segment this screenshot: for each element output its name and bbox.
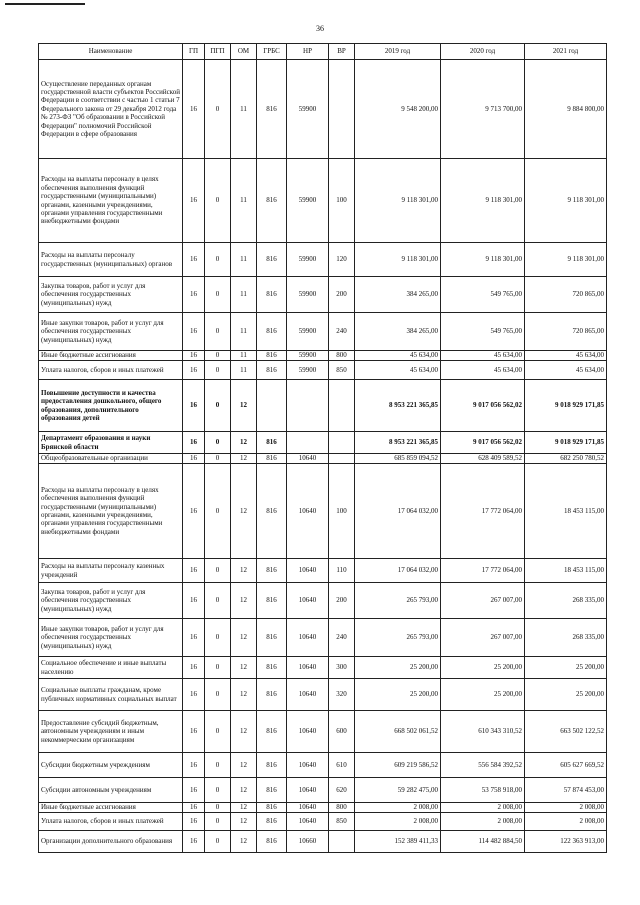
cell-nr: 59900: [287, 60, 329, 159]
cell-y2020: 9 017 056 562,02: [441, 432, 525, 454]
cell-y2019: 9 118 301,00: [355, 159, 441, 243]
cell-vr: [329, 454, 355, 464]
cell-y2021: 18 453 115,00: [525, 464, 607, 559]
cell-vr: [329, 432, 355, 454]
cell-om: 12: [231, 813, 257, 831]
cell-pgp: 0: [205, 813, 231, 831]
cell-om: 11: [231, 159, 257, 243]
cell-nr: 10640: [287, 803, 329, 813]
table-row: [39, 679, 607, 711]
cell-vr: 620: [329, 778, 355, 803]
cell-nr: 10640: [287, 619, 329, 657]
cell-y2020: 17 772 064,00: [441, 559, 525, 583]
header-vr: ВР: [329, 44, 355, 60]
table-row: [39, 464, 607, 559]
cell-y2019: 609 219 586,52: [355, 753, 441, 778]
cell-grbs: 816: [257, 679, 287, 711]
cell-gp: 16: [183, 464, 205, 559]
cell-name: Уплата налогов, сборов и иных платежей: [39, 361, 183, 380]
cell-nr: 10640: [287, 679, 329, 711]
cell-y2021: 9 018 929 171,85: [525, 380, 607, 432]
cell-name: Иные бюджетные ассигнования: [39, 351, 183, 361]
cell-name: Расходы на выплаты персоналу в целях обеспечения выполнения функций государственными (муниципальными) органами, казенными учреждениями, органами управления государственными внебюджетными фондами: [39, 159, 183, 243]
cell-vr: 200: [329, 583, 355, 619]
cell-om: 12: [231, 619, 257, 657]
cell-gp: 16: [183, 313, 205, 351]
table-row: [39, 60, 607, 159]
cell-y2019: 685 859 094,52: [355, 454, 441, 464]
cell-y2019: 17 064 032,00: [355, 559, 441, 583]
header-row: [39, 44, 607, 60]
cell-vr: 200: [329, 277, 355, 313]
cell-y2019: 2 008,00: [355, 803, 441, 813]
header-nr: НР: [287, 44, 329, 60]
cell-nr: 10660: [287, 831, 329, 853]
cell-gp: 16: [183, 711, 205, 753]
cell-nr: 59900: [287, 361, 329, 380]
cell-gp: 16: [183, 803, 205, 813]
cell-nr: 10640: [287, 711, 329, 753]
cell-y2021: 268 335,00: [525, 583, 607, 619]
table-row: [39, 351, 607, 361]
cell-grbs: 816: [257, 619, 287, 657]
cell-nr: 59900: [287, 277, 329, 313]
cell-pgp: 0: [205, 361, 231, 380]
cell-y2021: 45 634,00: [525, 351, 607, 361]
cell-vr: [329, 60, 355, 159]
cell-vr: 240: [329, 619, 355, 657]
table-row: [39, 380, 607, 432]
cell-pgp: 0: [205, 778, 231, 803]
cell-grbs: 816: [257, 803, 287, 813]
cell-grbs: 816: [257, 60, 287, 159]
cell-name: Субсидии бюджетным учреждениям: [39, 753, 183, 778]
cell-gp: 16: [183, 619, 205, 657]
table-row: [39, 813, 607, 831]
cell-vr: 110: [329, 559, 355, 583]
cell-nr: [287, 432, 329, 454]
cell-name: Повышение доступности и качества предоставления дошкольного, общего образования, дополнительного образования детей: [39, 380, 183, 432]
cell-y2019: 265 793,00: [355, 619, 441, 657]
cell-om: 12: [231, 679, 257, 711]
cell-y2020: 267 007,00: [441, 619, 525, 657]
cell-grbs: 816: [257, 454, 287, 464]
cell-pgp: 0: [205, 753, 231, 778]
cell-gp: 16: [183, 361, 205, 380]
cell-vr: 800: [329, 803, 355, 813]
cell-y2021: 45 634,00: [525, 361, 607, 380]
cell-gp: 16: [183, 159, 205, 243]
cell-y2019: 17 064 032,00: [355, 464, 441, 559]
cell-om: 12: [231, 559, 257, 583]
table-row: [39, 657, 607, 679]
cell-gp: 16: [183, 778, 205, 803]
cell-y2020: 9 118 301,00: [441, 159, 525, 243]
cell-y2020: 9 017 056 562,02: [441, 380, 525, 432]
cell-grbs: 816: [257, 813, 287, 831]
cell-vr: 600: [329, 711, 355, 753]
cell-y2019: 9 118 301,00: [355, 243, 441, 277]
cell-y2021: 18 453 115,00: [525, 559, 607, 583]
cell-y2019: 8 953 221 365,85: [355, 380, 441, 432]
table-row: [39, 159, 607, 243]
cell-grbs: 816: [257, 243, 287, 277]
cell-y2019: 59 282 475,00: [355, 778, 441, 803]
header-2021: 2021 год: [525, 44, 607, 60]
cell-vr: 240: [329, 313, 355, 351]
cell-gp: 16: [183, 454, 205, 464]
table-row: [39, 432, 607, 454]
cell-name: Социальные выплаты гражданам, кроме публичных нормативных социальных выплат: [39, 679, 183, 711]
cell-grbs: 816: [257, 464, 287, 559]
cell-y2021: 2 008,00: [525, 803, 607, 813]
table-row: [39, 803, 607, 813]
cell-name: Расходы на выплаты персоналу в целях обеспечения выполнения функций государственными (муниципальными) органами, казенными учреждениями, органами управления государственными внебюджетными фондами: [39, 464, 183, 559]
cell-gp: 16: [183, 657, 205, 679]
cell-name: Общеобразовательные организации: [39, 454, 183, 464]
cell-pgp: 0: [205, 679, 231, 711]
cell-nr: 10640: [287, 464, 329, 559]
table-row: [39, 753, 607, 778]
cell-pgp: 0: [205, 464, 231, 559]
cell-om: 12: [231, 380, 257, 432]
cell-y2019: 384 265,00: [355, 277, 441, 313]
cell-y2019: 9 548 200,00: [355, 60, 441, 159]
cell-nr: 59900: [287, 159, 329, 243]
cell-pgp: 0: [205, 380, 231, 432]
cell-y2019: 152 389 411,33: [355, 831, 441, 853]
cell-pgp: 0: [205, 313, 231, 351]
cell-om: 12: [231, 831, 257, 853]
cell-grbs: 816: [257, 753, 287, 778]
cell-pgp: 0: [205, 432, 231, 454]
cell-grbs: 816: [257, 361, 287, 380]
cell-pgp: 0: [205, 559, 231, 583]
cell-grbs: 816: [257, 583, 287, 619]
cell-grbs: 816: [257, 831, 287, 853]
budget-table: [38, 43, 607, 853]
cell-y2020: 45 634,00: [441, 351, 525, 361]
table-row: [39, 619, 607, 657]
cell-y2020: 53 758 918,00: [441, 778, 525, 803]
cell-y2021: 9 118 301,00: [525, 243, 607, 277]
cell-pgp: 0: [205, 711, 231, 753]
cell-gp: 16: [183, 753, 205, 778]
cell-y2021: 663 502 122,52: [525, 711, 607, 753]
cell-y2021: 268 335,00: [525, 619, 607, 657]
cell-name: Субсидии автономным учреждениям: [39, 778, 183, 803]
header-om: ОМ: [231, 44, 257, 60]
cell-om: 11: [231, 277, 257, 313]
cell-y2020: 2 008,00: [441, 803, 525, 813]
cell-grbs: 816: [257, 313, 287, 351]
cell-vr: 850: [329, 813, 355, 831]
cell-y2019: 265 793,00: [355, 583, 441, 619]
top-rule: [5, 3, 85, 5]
header-2019: 2019 год: [355, 44, 441, 60]
cell-y2021: 9 884 800,00: [525, 60, 607, 159]
cell-vr: 320: [329, 679, 355, 711]
cell-vr: 100: [329, 159, 355, 243]
cell-y2021: 9 118 301,00: [525, 159, 607, 243]
cell-grbs: [257, 380, 287, 432]
cell-nr: 59900: [287, 351, 329, 361]
header-grbs: ГРБС: [257, 44, 287, 60]
cell-pgp: 0: [205, 657, 231, 679]
cell-om: 11: [231, 351, 257, 361]
cell-om: 12: [231, 803, 257, 813]
cell-y2021: 605 627 669,52: [525, 753, 607, 778]
cell-nr: 10640: [287, 813, 329, 831]
cell-y2019: 384 265,00: [355, 313, 441, 351]
cell-om: 12: [231, 432, 257, 454]
cell-y2019: 668 502 061,52: [355, 711, 441, 753]
table-row: [39, 559, 607, 583]
cell-gp: 16: [183, 583, 205, 619]
cell-nr: 10640: [287, 583, 329, 619]
cell-name: Предоставление субсидий бюджетным, автономным учреждениям и иным некоммерческим организациям: [39, 711, 183, 753]
cell-om: 11: [231, 60, 257, 159]
cell-y2019: 8 953 221 365,85: [355, 432, 441, 454]
cell-nr: 10640: [287, 559, 329, 583]
cell-pgp: 0: [205, 454, 231, 464]
cell-y2021: 720 865,00: [525, 277, 607, 313]
cell-name: Иные бюджетные ассигнования: [39, 803, 183, 813]
cell-y2021: 720 865,00: [525, 313, 607, 351]
header-pgp: ПГП: [205, 44, 231, 60]
cell-y2021: 25 200,00: [525, 657, 607, 679]
cell-y2020: 17 772 064,00: [441, 464, 525, 559]
cell-name: Социальное обеспечение и иные выплаты населению: [39, 657, 183, 679]
cell-grbs: 816: [257, 657, 287, 679]
cell-y2020: 556 584 392,52: [441, 753, 525, 778]
cell-gp: 16: [183, 432, 205, 454]
cell-nr: 10640: [287, 657, 329, 679]
cell-y2021: 9 018 929 171,85: [525, 432, 607, 454]
cell-gp: 16: [183, 679, 205, 711]
cell-pgp: 0: [205, 831, 231, 853]
cell-vr: 300: [329, 657, 355, 679]
table-row: [39, 583, 607, 619]
cell-gp: 16: [183, 351, 205, 361]
cell-y2020: 45 634,00: [441, 361, 525, 380]
cell-grbs: 816: [257, 159, 287, 243]
cell-y2021: 682 250 780,52: [525, 454, 607, 464]
cell-grbs: 816: [257, 778, 287, 803]
cell-name: Расходы на выплаты персоналу государственных (муниципальных) органов: [39, 243, 183, 277]
table-row: [39, 313, 607, 351]
cell-y2020: 549 765,00: [441, 313, 525, 351]
table-row: [39, 778, 607, 803]
header-name: Наименование: [39, 44, 183, 60]
cell-om: 12: [231, 464, 257, 559]
cell-pgp: 0: [205, 159, 231, 243]
cell-name: Закупка товаров, работ и услуг для обеспечения государственных (муниципальных) нужд: [39, 583, 183, 619]
cell-name: Осуществление переданных органам государственной власти субъектов Российской Федерации в соответствии с частью 1 статьи 7 Федерального закона от 29 декабря 2012 года № 273-ФЗ "Об образовании в Российской Федерации" полномочий Российской Федерации в сфере образования: [39, 60, 183, 159]
cell-grbs: 816: [257, 559, 287, 583]
cell-y2020: 549 765,00: [441, 277, 525, 313]
cell-y2019: 2 008,00: [355, 813, 441, 831]
cell-vr: 610: [329, 753, 355, 778]
cell-om: 11: [231, 243, 257, 277]
table-row: [39, 711, 607, 753]
cell-nr: 10640: [287, 753, 329, 778]
cell-vr: 850: [329, 361, 355, 380]
cell-name: Закупка товаров, работ и услуг для обеспечения государственных (муниципальных) нужд: [39, 277, 183, 313]
cell-om: 12: [231, 657, 257, 679]
cell-y2021: 2 008,00: [525, 813, 607, 831]
cell-gp: 16: [183, 380, 205, 432]
cell-y2020: 25 200,00: [441, 679, 525, 711]
cell-pgp: 0: [205, 351, 231, 361]
cell-gp: 16: [183, 60, 205, 159]
cell-y2020: 610 343 310,52: [441, 711, 525, 753]
header-gp: ГП: [183, 44, 205, 60]
cell-y2019: 45 634,00: [355, 351, 441, 361]
cell-pgp: 0: [205, 243, 231, 277]
table-row: [39, 277, 607, 313]
cell-y2020: 2 008,00: [441, 813, 525, 831]
cell-nr: 10640: [287, 778, 329, 803]
cell-om: 12: [231, 753, 257, 778]
table-row: [39, 243, 607, 277]
cell-gp: 16: [183, 277, 205, 313]
cell-grbs: 816: [257, 432, 287, 454]
cell-gp: 16: [183, 831, 205, 853]
cell-name: Уплата налогов, сборов и иных платежей: [39, 813, 183, 831]
cell-om: 12: [231, 454, 257, 464]
cell-y2019: 45 634,00: [355, 361, 441, 380]
cell-vr: 120: [329, 243, 355, 277]
cell-vr: 800: [329, 351, 355, 361]
cell-om: 12: [231, 711, 257, 753]
page-number: 36: [316, 24, 324, 33]
cell-y2020: 9 118 301,00: [441, 243, 525, 277]
cell-y2020: 114 482 884,50: [441, 831, 525, 853]
cell-grbs: 816: [257, 351, 287, 361]
cell-grbs: 816: [257, 277, 287, 313]
cell-nr: [287, 380, 329, 432]
cell-name: Иные закупки товаров, работ и услуг для обеспечения государственных (муниципальных) нужд: [39, 313, 183, 351]
cell-vr: [329, 831, 355, 853]
cell-om: 12: [231, 583, 257, 619]
cell-nr: 10640: [287, 454, 329, 464]
cell-om: 11: [231, 361, 257, 380]
table-row: [39, 831, 607, 853]
cell-y2019: 25 200,00: [355, 679, 441, 711]
cell-nr: 59900: [287, 243, 329, 277]
cell-gp: 16: [183, 813, 205, 831]
cell-name: Иные закупки товаров, работ и услуг для обеспечения государственных (муниципальных) нужд: [39, 619, 183, 657]
cell-y2020: 9 713 700,00: [441, 60, 525, 159]
cell-y2021: 122 363 913,00: [525, 831, 607, 853]
table-body: [39, 60, 607, 853]
cell-pgp: 0: [205, 60, 231, 159]
cell-name: Расходы на выплаты персоналу казенных учреждений: [39, 559, 183, 583]
cell-pgp: 0: [205, 583, 231, 619]
cell-nr: 59900: [287, 313, 329, 351]
cell-grbs: 816: [257, 711, 287, 753]
cell-om: 12: [231, 778, 257, 803]
cell-pgp: 0: [205, 803, 231, 813]
cell-vr: [329, 380, 355, 432]
cell-name: Организации дополнительного образования: [39, 831, 183, 853]
cell-y2020: 267 007,00: [441, 583, 525, 619]
cell-om: 11: [231, 313, 257, 351]
table-row: [39, 454, 607, 464]
cell-pgp: 0: [205, 619, 231, 657]
cell-name: Департамент образования и науки Брянской области: [39, 432, 183, 454]
cell-y2021: 57 874 453,00: [525, 778, 607, 803]
cell-y2019: 25 200,00: [355, 657, 441, 679]
cell-vr: 100: [329, 464, 355, 559]
cell-y2020: 25 200,00: [441, 657, 525, 679]
table-row: [39, 361, 607, 380]
cell-gp: 16: [183, 243, 205, 277]
header-2020: 2020 год: [441, 44, 525, 60]
cell-y2020: 628 409 589,52: [441, 454, 525, 464]
cell-gp: 16: [183, 559, 205, 583]
cell-pgp: 0: [205, 277, 231, 313]
cell-y2021: 25 200,00: [525, 679, 607, 711]
